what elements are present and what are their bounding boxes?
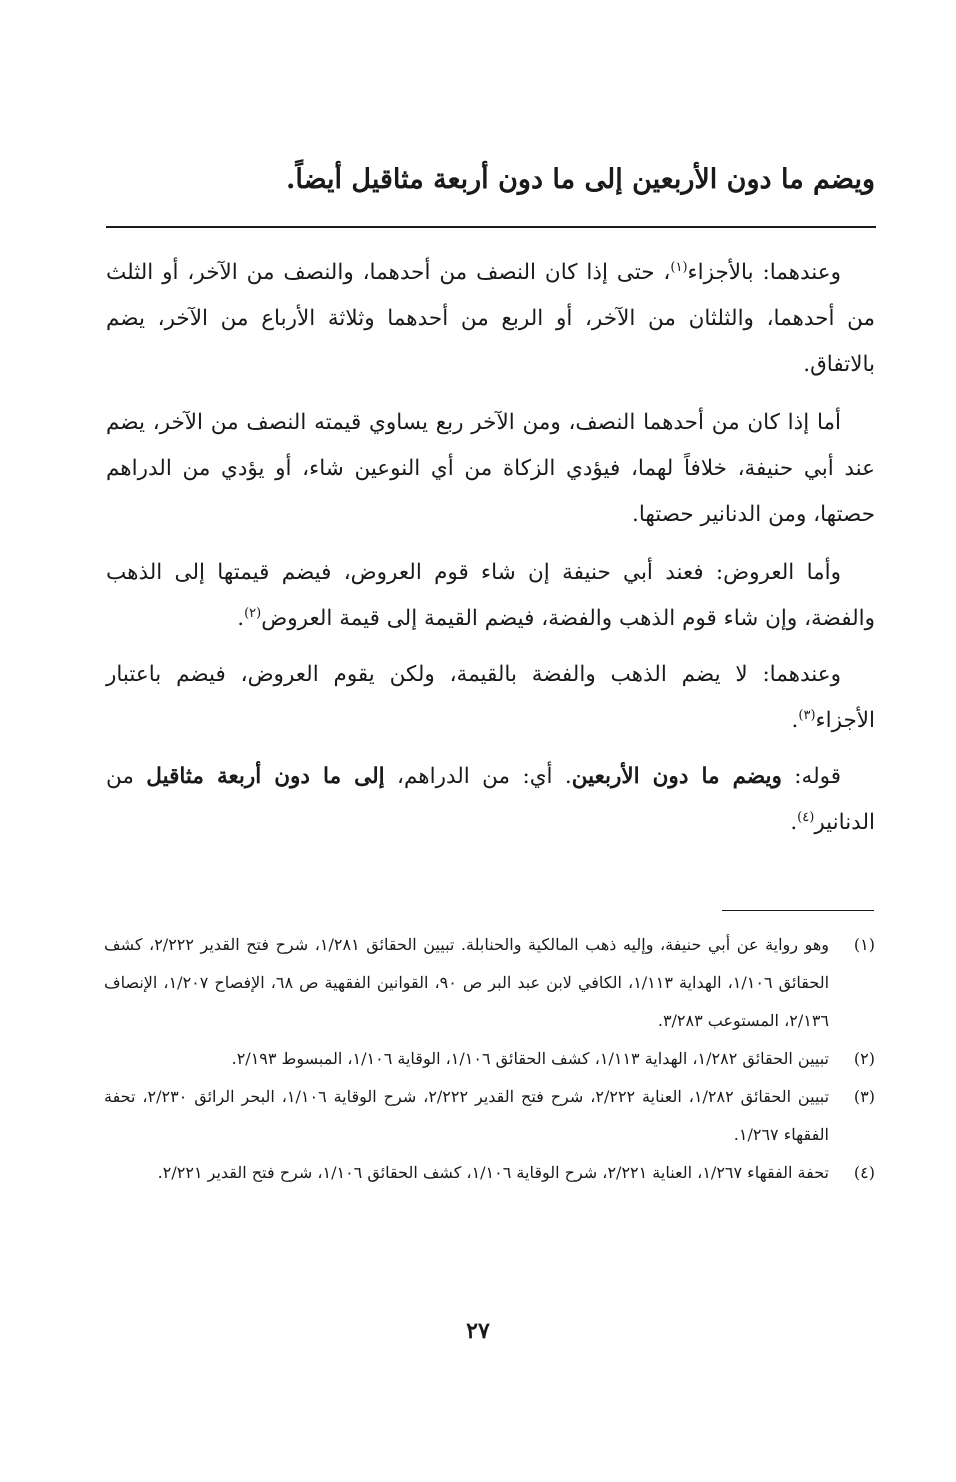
footnote-number: (٢): [853, 1049, 875, 1068]
paragraph-1-start: وعندهما: بالأجزاء: [687, 260, 841, 285]
footnote-separator: [722, 910, 874, 911]
paragraph-1: [106, 250, 875, 388]
footnote-text: وهو رواية عن أبي حنيفة، وإليه ذهب المالكية والحنابلة. تبيين الحقائق ١/٢٨١، شرح فتح القدير ٢/٢٢٢، كشف الحقائق ١/١٠٦، الهداية ١/١١٣، الكافي لابن عبد البر ص ٩٠، القوانين الفقهية ص ٦٨، الإفصاح ١/٢٠٧، الإنصاف ٢/١٣٦، المستوعب ٣/٢٨٣.: [104, 935, 830, 1030]
paragraph-5-end: .: [790, 810, 798, 835]
footnote-ref-1[interactable]: (١): [670, 259, 688, 275]
paragraph-4-end: .: [791, 708, 799, 733]
footnote-number: (١): [853, 935, 875, 954]
commentary-body: [106, 250, 875, 858]
paragraph-4: [106, 652, 875, 744]
heading-divider: [106, 226, 876, 228]
quoted-matn-2: إلى ما دون أربعة مثاقيل: [146, 764, 385, 789]
footnote-1: [104, 926, 875, 1040]
paragraph-1-rest: ، حتى إذا كان النصف من أحدهما، والنصف من الآخر، أو الثلث من أحدهما، والثلثان من الآخر، أو الربع من أحدهما وثلاثة الأرباع من الآخر، يضم بالاتفاق.: [106, 260, 875, 377]
footnote-text: تحفة الفقهاء ١/٢٦٧، العناية ٢/٢٢١، شرح الوقاية ١/١٠٦، كشف الحقائق ١/١٠٦، شرح فتح القدير ٢/٢٢١.: [157, 1163, 829, 1182]
footnote-3: [104, 1078, 875, 1154]
paragraph-3-start: وأما العروض: فعند أبي حنيفة إن شاء قوم العروض، فيضم قيمتها إلى الذهب والفضة، وإن شاء قوم الذهب والفضة، فيضم القيمة إلى قيمة العروض: [106, 560, 875, 631]
footnote-4: [104, 1154, 875, 1192]
footnote-ref-4[interactable]: (٤): [797, 809, 815, 825]
paragraph-5-tail: من الدنانير: [106, 764, 875, 835]
footnotes: [104, 926, 875, 1192]
quoted-matn-1: ويضم ما دون الأربعين: [571, 764, 782, 789]
footnote-number: (٤): [853, 1163, 875, 1182]
footnote-ref-2[interactable]: (٢): [244, 605, 262, 621]
footnote-2: [104, 1040, 875, 1078]
paragraph-5-mid: . أي: من الدراهم،: [384, 764, 572, 789]
paragraph-3-end: .: [237, 606, 245, 631]
footnote-text: تبيين الحقائق ١/٢٨٢، العناية ٢/٢٢٢، شرح فتح القدير ٢/٢٢٢، شرح الوقاية ١/١٠٦، البحر الرائق ٢/٢٣٠، تحفة الفقهاء ١/٢٦٧.: [104, 1087, 830, 1144]
paragraph-3: [106, 550, 875, 642]
footnote-number: (٣): [853, 1087, 875, 1106]
footnote-ref-3[interactable]: (٣): [798, 707, 816, 723]
footnote-text: تبيين الحقائق ١/٢٨٢، الهداية ١/١١٣، كشف الحقائق ١/١٠٦، الوقاية ١/١٠٦، المبسوط ٢/١٩٣.: [231, 1049, 829, 1068]
paragraph-4-start: وعندهما: لا يضم الذهب والفضة بالقيمة، ولكن يقوم العروض، فيضم باعتبار الأجزاء: [106, 662, 875, 733]
paragraph-2: أما إذا كان من أحدهما النصف، ومن الآخر ربع يساوي قيمته النصف من الآخر، يضم عند أبي حنيفة، خلافاً لهما، فيؤدي الزكاة من أي النوعين شاء، أو يؤدي من الدراهم حصتها، ومن الدنانير حصتها.: [106, 410, 875, 527]
paragraph-5: [106, 754, 875, 846]
page-number: ٢٧: [466, 1318, 490, 1344]
paragraph-5-lead: قوله:: [781, 764, 842, 789]
matn-heading: ويضم ما دون الأربعين إلى ما دون أربعة مثاقيل أيضاً.: [285, 164, 875, 195]
